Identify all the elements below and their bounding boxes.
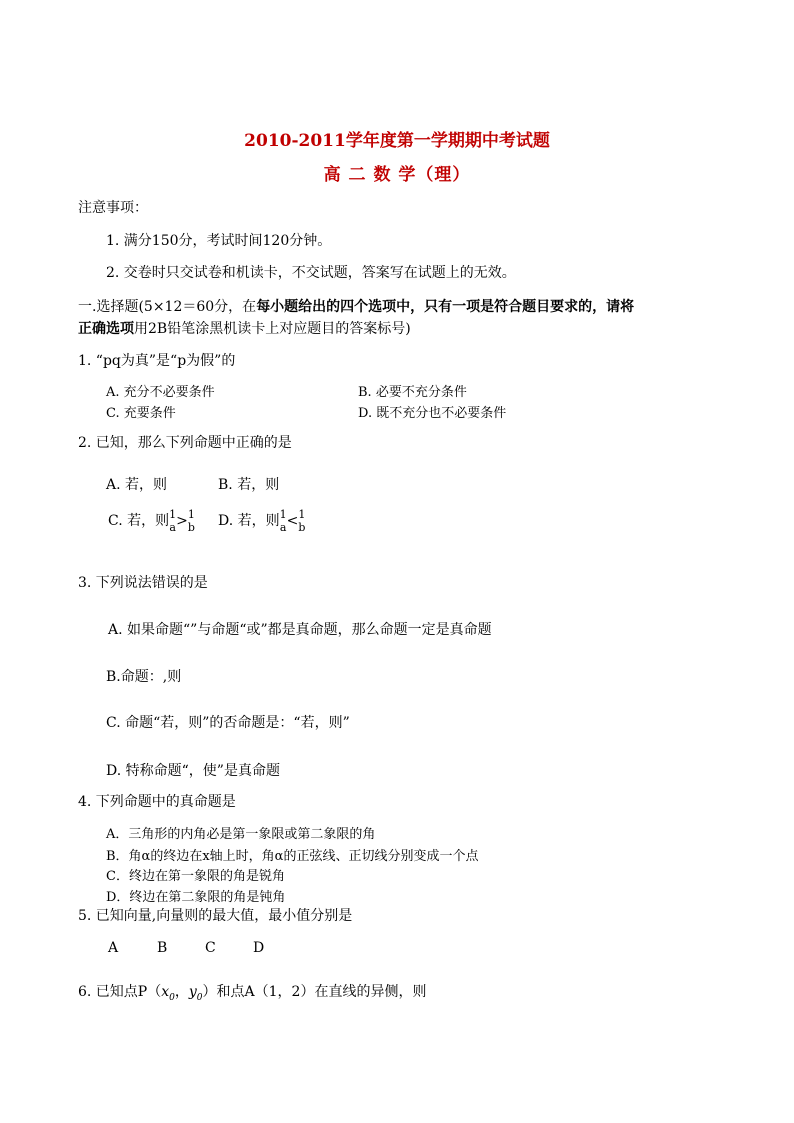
q2-option-b: B. 若，则 — [218, 477, 280, 493]
q1-option-d: D. 既不充分也不必要条件 — [358, 406, 507, 421]
q6-stem: 6. 已知点$P(x_0$，$y_0$）和点A（1，2）在直线的异侧，则 — [78, 984, 427, 1003]
q4-option-a: A．三角形的内角必是第一象限或第二象限的角 — [106, 827, 376, 842]
q2-c-frac-1b: 1 b — [187, 508, 195, 534]
notes-heading: 注意事项： — [78, 200, 148, 216]
q3-option-b: B.命题：,则 — [106, 669, 182, 685]
q5-stem: 5. 已知向量,向量则的最大值，最小值分别是 — [78, 908, 353, 924]
q2-stem: 2. 已知，那么下列命题中正确的是 — [78, 435, 292, 451]
q1-option-c: C. 充要条件 — [106, 406, 176, 421]
q3-option-a: A. 如果命题“”与命题“或”都是真命题，那么命题一定是真命题 — [108, 622, 492, 638]
section-instruction-line2 — [78, 318, 411, 338]
q1-stem: 1. “pq为真”是“p为假”的 — [78, 353, 236, 369]
q6-x0: $x_0$ — [161, 984, 175, 1003]
q2-d-lt: < — [286, 513, 299, 529]
q3-stem: 3. 下列说法错误的是 — [78, 575, 208, 591]
q2-option-d — [218, 508, 305, 534]
section-instruction-line1 — [78, 296, 634, 316]
section-bold-2: 正确选项 — [78, 321, 134, 337]
q1-option-a: A. 充分不必要条件 — [106, 385, 215, 400]
q2-d-frac-1b: 1 b — [298, 508, 306, 534]
q4-option-c: C．终边在第一象限的角是锐角 — [106, 869, 285, 884]
q2-option-a: A. 若，则 — [106, 477, 168, 493]
q2-option-c-text: C. 若，则 — [108, 513, 170, 529]
q2-d-frac-1a: 1 a — [279, 508, 287, 534]
q5-option-b: B — [157, 940, 168, 956]
q5-option-d: D — [253, 940, 265, 956]
note-item-2: 2. 交卷时只交试卷和机读卡，不交试题，答案写在试题上的无效。 — [106, 265, 516, 281]
q4-stem: 4. 下列命题中的真命题是 — [78, 794, 236, 810]
q2-c-frac-1a: 1 a — [169, 508, 177, 534]
q2-option-d-text: D. 若，则 — [218, 513, 280, 529]
q2-c-gt: > — [176, 513, 188, 529]
note-item-1: 1. 满分150分，考试时间120分钟。 — [106, 233, 332, 249]
q5-option-c: C — [205, 940, 216, 956]
q4-option-b: B．角α的终边在x轴上时，角α的正弦线、正切线分别变成一个点 — [106, 849, 479, 864]
section-rest-2: 用2B铅笔涂黑机读卡上对应题目的答案标号) — [134, 321, 411, 337]
q6-y0: $y_0$ — [188, 984, 203, 1003]
q4-option-d: D．终边在第二象限的角是钝角 — [106, 890, 286, 905]
q2-option-c — [108, 508, 195, 534]
page-title: 2010-2011学年度第一学期期中考试题 — [244, 131, 550, 151]
q3-option-d: D. 特称命题“，使”是真命题 — [106, 763, 280, 779]
section-bold-1: 每小题给出的四个选项中，只有一项是符合题目要求的，请将 — [256, 299, 635, 315]
q1-option-b: B. 必要不充分条件 — [358, 385, 467, 400]
q3-option-c: C. 命题“若，则”的否命题是：“若，则” — [106, 715, 350, 731]
q5-option-a: A — [108, 940, 119, 956]
section-prefix: 一.选择题(5×12＝60分，在 — [78, 299, 257, 315]
page-subtitle: 高 二 数 学（理） — [323, 165, 471, 185]
